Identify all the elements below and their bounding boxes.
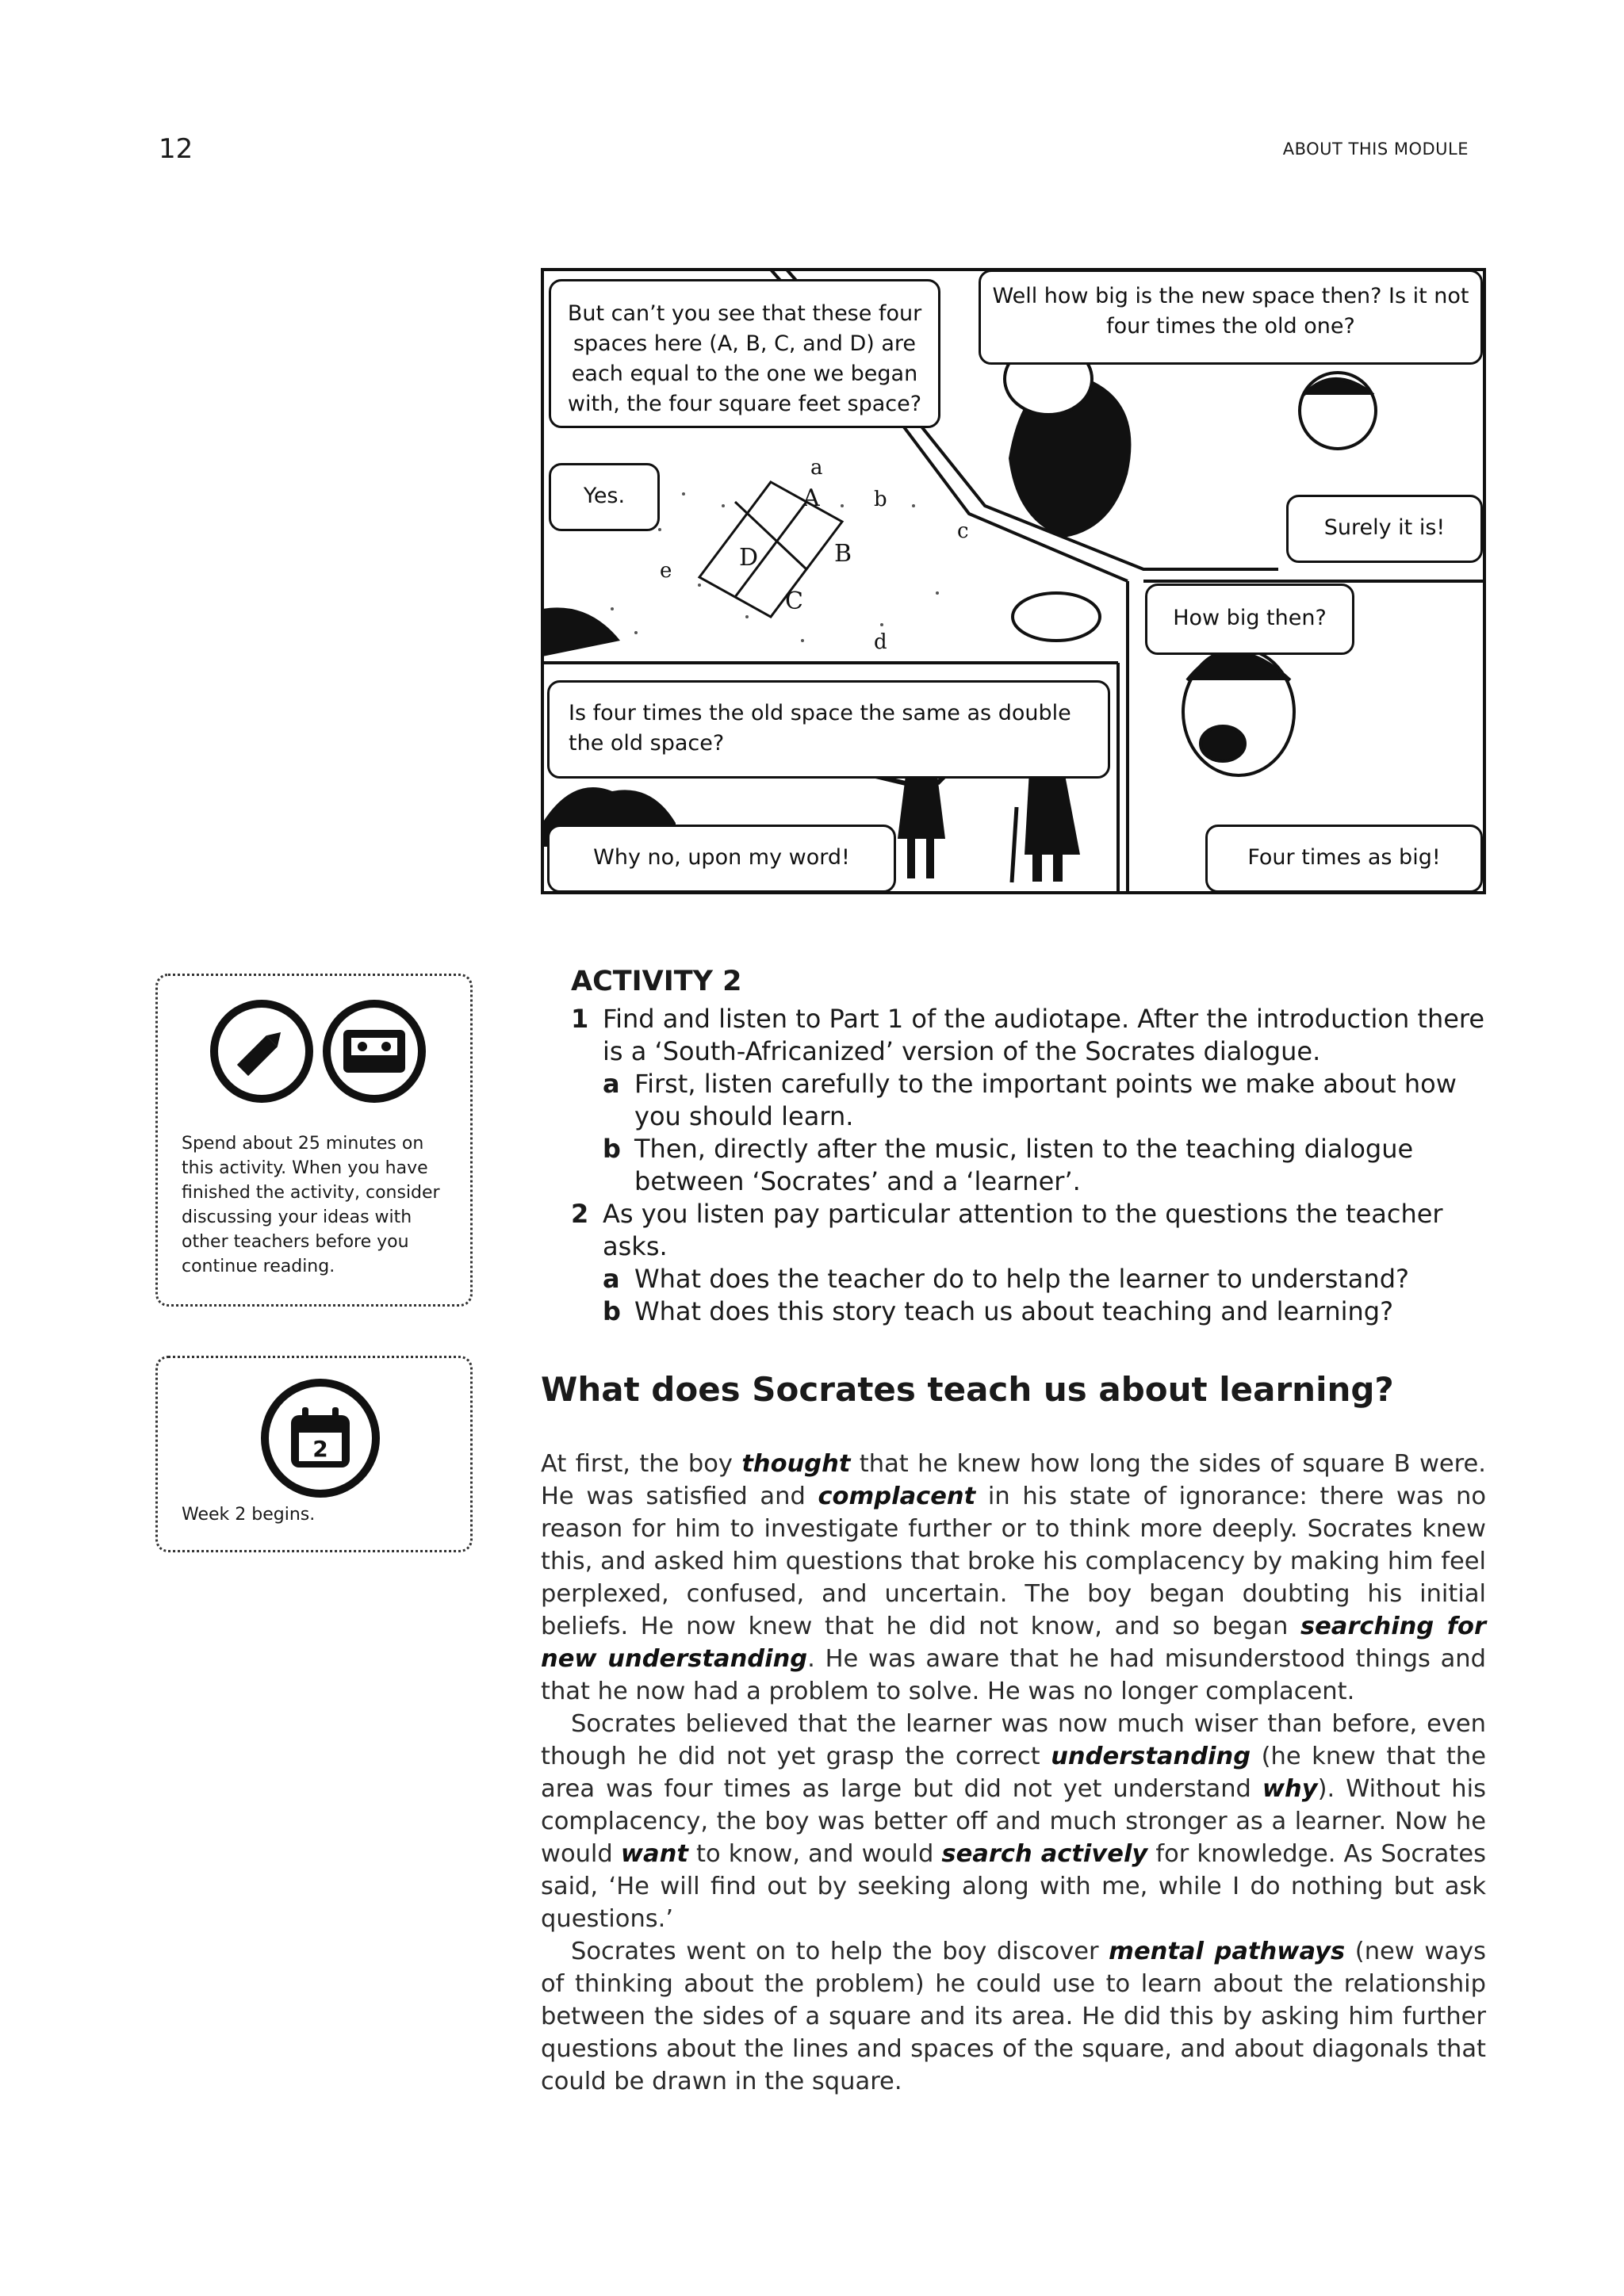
activity-subitem [603, 1068, 1491, 1133]
svg-text:b: b [874, 488, 887, 511]
speech-bubble-5: How big then? [1145, 584, 1354, 655]
activity-item [571, 1003, 1491, 1068]
page-number: 12 [159, 133, 193, 165]
speech-bubble-2: Well how big is the new space then? Is it not four times the old one? [979, 270, 1483, 365]
activity-item-number: 2 [571, 1199, 589, 1229]
activity-subitem [603, 1263, 1491, 1295]
activity-subitem-letter: a [603, 1264, 620, 1294]
speech-bubble-7: Why no, upon my word! [547, 825, 896, 893]
week-sidebar-text: Week 2 begins. [182, 1505, 316, 1525]
calendar-icon [261, 1379, 380, 1498]
emphasis: searching for new understanding [541, 1613, 1487, 1673]
activity-item-number: 1 [571, 1004, 589, 1034]
week-sidebar [155, 1356, 473, 1552]
speech-bubble-1: But can’t you see that these four spaces here (A, B, C, and D) are each equal to the one we began with, the four square feet space? [549, 279, 940, 428]
svg-text:D: D [739, 544, 759, 572]
activity-subitem-text: What does the teacher do to help the learner to understand? [634, 1264, 1409, 1294]
calendar-number: 2 [312, 1436, 328, 1462]
activity-subitem-text: What does this story teach us about teaching and learning? [634, 1296, 1394, 1326]
speech-bubble-4: Surely it is! [1286, 495, 1483, 563]
activity-subitem [603, 1295, 1491, 1328]
svg-text:B: B [834, 540, 852, 568]
activity-sidebar-text: Spend about 25 minutes on this activity. When you have finished the activity, consider discussing your ideas with other teachers before you continue reading. [182, 1134, 440, 1276]
activity-item-text: As you listen pay particular attention to the questions the teacher asks. [603, 1199, 1443, 1261]
speech-bubble-8: Four times as big! [1205, 825, 1483, 893]
audiotape-icon [323, 1000, 426, 1103]
speech-bubble-3: Yes. [549, 463, 660, 531]
svg-text:a: a [810, 456, 823, 480]
activity-item [571, 1198, 1491, 1263]
svg-text:d: d [874, 630, 887, 654]
activity-block [571, 966, 1491, 1328]
section-heading: What does Socrates teach us about learning? [541, 1370, 1394, 1409]
activity-subitem-letter: a [603, 1069, 620, 1099]
activity-subitem [603, 1133, 1491, 1198]
emphasis: search actively [941, 1840, 1148, 1868]
speech-bubble-6: Is four times the old space the same as double the old space? [547, 680, 1110, 779]
activity-item-text: Find and listen to Part 1 of the audiotape. After the introduction there is a ‘South-Africanized’ version of the Socrates dialogue. [603, 1004, 1485, 1066]
emphasis: want [620, 1840, 688, 1868]
section-body [541, 1448, 1486, 2098]
pencil-icon [210, 1000, 313, 1103]
emphasis: thought [741, 1450, 851, 1478]
emphasis: understanding [1051, 1743, 1251, 1770]
activity-subitem-text: Then, directly after the music, listen to the teaching dialogue between ‘Socrates’ and a ‘learner’. [634, 1134, 1414, 1196]
svg-text:C: C [785, 587, 803, 615]
emphasis: mental pathways [1109, 1938, 1346, 1965]
svg-text:A: A [802, 484, 820, 512]
comic-strip [541, 268, 1486, 894]
body-paragraph: Socrates believed that the learner was now much wiser than before, even though he did not yet grasp the correct understanding (he knew that the area was four times as large but did not yet understand why). Without his complacency, the boy was better off and much stronger as a learner. Now he would want to know, and would search actively for knowledge. As Socrates said, ‘He will find out by seeking along with me, while I do nothing but ask questions.’ [541, 1710, 1486, 1933]
emphasis: why [1262, 1775, 1318, 1803]
activity-title: ACTIVITY 2 [571, 966, 742, 997]
body-paragraph: At first, the boy thought that he knew how long the sides of square B were. He was satisfied and complacent in his state of ignorance: there was no reason for him to investigate further or to think more deeply. Socrates knew this, and asked him questions that broke his complacency by making him feel perplexed, confused, and uncertain. The boy began doubting his initial beliefs. He now knew that he did not know, and so began searching for new understanding. He was aware that he had misunderstood things and that he now had a problem to solve. He was no longer complacent. [541, 1450, 1487, 1705]
activity-sidebar [155, 974, 473, 1307]
body-paragraph: Socrates went on to help the boy discover mental pathways (new ways of thinking about the problem) he could use to learn about the relationship between the sides of a square and its area. He did this by asking him further questions about the lines and spaces of the square, and about diagonals that could be drawn in the square. [541, 1938, 1486, 2095]
activity-subitem-text: First, listen carefully to the important points we make about how you should learn. [634, 1069, 1457, 1131]
activity-subitem-letter: b [603, 1296, 621, 1326]
svg-text:e: e [660, 559, 672, 583]
svg-text:c: c [957, 519, 969, 543]
emphasis: complacent [818, 1483, 976, 1510]
activity-subitem-letter: b [603, 1134, 621, 1164]
running-head: ABOUT THIS MODULE [1282, 140, 1469, 159]
